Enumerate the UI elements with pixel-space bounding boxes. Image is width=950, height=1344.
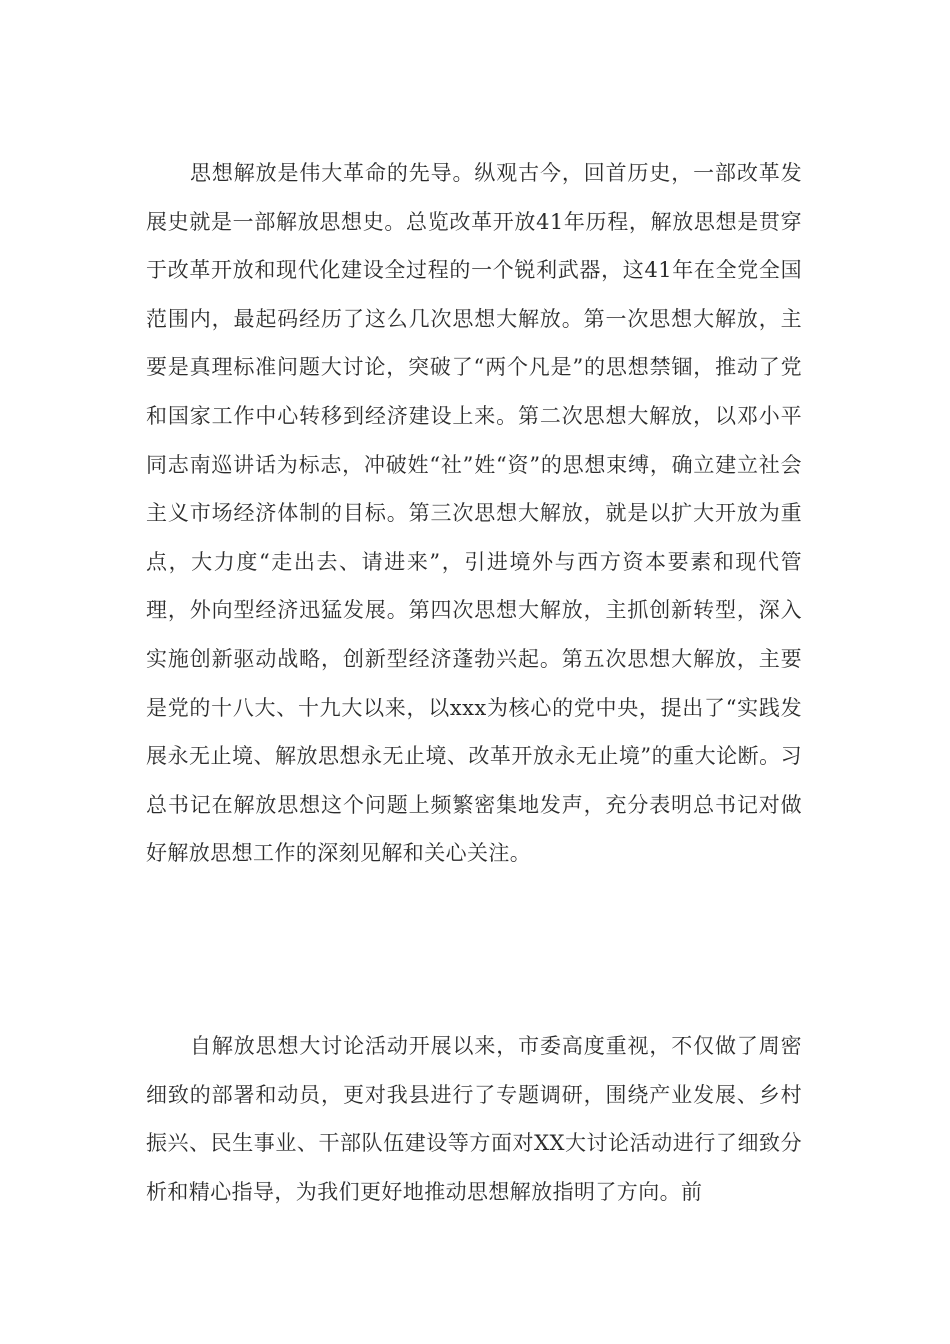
- paragraph-discussion-activity: 自解放思想大讨论活动开展以来，市委高度重视，不仅做了周密细致的部署和动员，更对我县进行了专题调研，围绕产业发展、乡村振兴、民生事业、干部队伍建设等方面对XX大讨论活动进行了细致分析和精心指导，为我们更好地推动思想解放指明了方向。前: [146, 1034, 802, 1204]
- paragraph-thought-liberation-history: 思想解放是伟大革命的先导。纵观古今，回首历史，一部改革发展史就是一部解放思想史。总览改革开放41年历程，解放思想是贯穿于改革开放和现代化建设全过程的一个锐利武器，这41年在全党全国范围内，最起码经历了这么几次思想大解放。第一次思想大解放，主要是真理标准问题大讨论，突破了“两个凡是”的思想禁锢，推动了党和国家工作中心转移到经济建设上来。第二次思想大解放，以邓小平同志南巡讲话为标志，冲破姓“社”姓“资”的思想束缚，确立建立社会主义市场经济体制的目标。第三次思想大解放，就是以扩大开放为重点，大力度“走出去、请进来”，引进境外与西方资本要素和现代管理，外向型经济迅猛发展。第四次思想大解放，主抓创新转型，深入实施创新驱动战略，创新型经济蓬勃兴起。第五次思想大解放，主要是党的十八大、十九大以来，以xxx为核心的党中央，提出了“实践发展永无止境、解放思想永无止境、改革开放永无止境”的重大论断。习总书记在解放思想这个问题上频繁密集地发声，充分表明总书记对做好解放思想工作的深刻见解和关心关注。: [146, 161, 802, 866]
